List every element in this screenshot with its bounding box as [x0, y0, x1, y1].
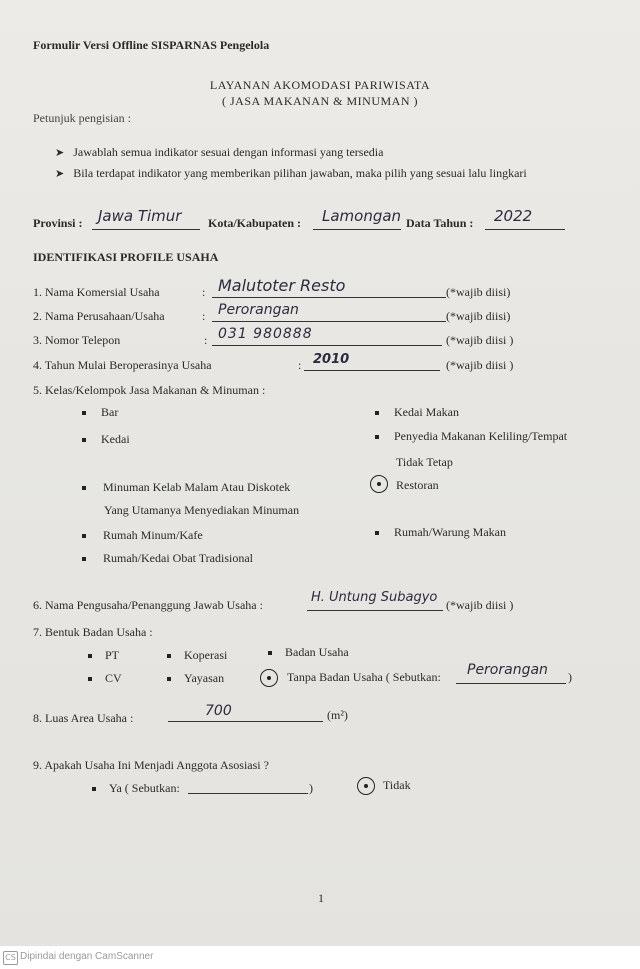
q4-label: 4. Tahun Mulai Beroperasinya Usaha	[33, 358, 212, 372]
selected-circle-icon	[357, 777, 375, 795]
q8-value[interactable]: 700	[205, 703, 232, 719]
q5-option-restoran[interactable]: Restoran	[396, 478, 439, 492]
arrow-icon: ➤	[55, 167, 65, 180]
q9-close-paren: )	[309, 781, 313, 795]
petunjuk-text: Bila terdapat indikator yang memberikan pilihan jawaban, maka pilih yang sesuai lalu lingkari	[73, 166, 527, 180]
q5-option-kelab-malam[interactable]	[82, 480, 290, 495]
q3-label: 3. Nomor Telepon	[33, 333, 121, 347]
q1-value[interactable]: Malutoter Resto	[218, 276, 346, 295]
q5-option-keliling[interactable]	[375, 429, 567, 444]
bullet-icon	[82, 438, 86, 442]
option-label: Badan Usaha	[285, 645, 349, 659]
q7-option-tanpa-badan[interactable]: Tanpa Badan Usaha ( Sebutkan:	[287, 670, 441, 684]
q6-value[interactable]: H. Untung Subagyo	[311, 590, 438, 605]
bullet-icon	[268, 651, 272, 655]
header-title: Formulir Versi Offline SISPARNAS Pengelola	[33, 38, 270, 52]
q7-tanpa-value[interactable]: Perorangan	[467, 662, 548, 678]
option-label: Rumah/Kedai Obat Tradisional	[103, 551, 253, 565]
q6-underline	[307, 610, 443, 611]
q1-label: 1. Nama Komersial Usaha	[33, 285, 160, 299]
option-label: Minuman Kelab Malam Atau Diskotek	[103, 480, 291, 494]
petunjuk-item	[55, 166, 527, 181]
q5-option-kedai-makan[interactable]	[375, 405, 459, 420]
option-label: Bar	[101, 405, 119, 419]
q8-label: 8. Luas Area Usaha :	[33, 711, 134, 725]
q4-wajib: (*wajib diisi )	[446, 358, 514, 372]
q9-option-tidak[interactable]: Tidak	[383, 778, 411, 792]
bullet-icon	[167, 677, 171, 681]
kota-underline	[313, 229, 401, 230]
q5-option-bar[interactable]	[82, 405, 118, 420]
bullet-icon	[92, 787, 96, 791]
q1-underline	[212, 297, 446, 298]
q9-ya-underline	[188, 793, 308, 794]
option-label: Kedai	[101, 432, 130, 446]
bullet-icon	[82, 486, 86, 490]
q3-underline	[212, 345, 442, 346]
q3-wajib: (*wajib diisi )	[446, 333, 514, 347]
q8-underline	[168, 721, 323, 722]
page-number: 1	[318, 891, 324, 905]
option-label: Rumah Minum/Kafe	[103, 528, 203, 542]
bullet-icon	[375, 531, 379, 535]
q6-label: 6. Nama Pengusaha/Penanggung Jawab Usaha :	[33, 598, 263, 612]
option-label: Penyedia Makanan Keliling/Tempat	[394, 429, 568, 443]
q9-option-ya[interactable]	[92, 781, 180, 796]
q9-label: 9. Apakah Usaha Ini Menjadi Anggota Asosiasi ?	[33, 758, 269, 772]
q5-option-kedai[interactable]	[82, 432, 130, 447]
q5-option-obat[interactable]	[82, 551, 253, 566]
main-title: LAYANAN AKOMODASI PARIWISATA	[209, 78, 431, 92]
q2-wajib: (*wajib diisi)	[446, 309, 511, 323]
bullet-icon	[375, 435, 379, 439]
q5-option-keliling-cont: Tidak Tetap	[396, 455, 453, 469]
q5-label: 5. Kelas/Kelompok Jasa Makanan & Minuman :	[33, 383, 266, 397]
q7-option-cv[interactable]	[88, 671, 122, 686]
bullet-icon	[82, 534, 86, 538]
option-label: Kedai Makan	[394, 405, 459, 419]
q7-option-yayasan[interactable]	[167, 671, 224, 686]
q5-option-kelab-malam-cont: Yang Utamanya Menyediakan Minuman	[104, 503, 300, 517]
q4-value[interactable]: 2010	[313, 352, 350, 367]
q4-colon: :	[298, 358, 302, 372]
option-label: PT	[105, 648, 120, 662]
arrow-icon: ➤	[55, 146, 65, 159]
footer-text: Dipindai dengan CamScanner	[20, 951, 154, 962]
tahun-value[interactable]: 2022	[494, 207, 533, 225]
q7-label: 7. Bentuk Badan Usaha :	[33, 625, 153, 639]
option-label: Koperasi	[184, 648, 228, 662]
camscanner-logo-icon: CS	[3, 951, 18, 965]
q5-option-kafe[interactable]	[82, 528, 203, 543]
q5-option-warung[interactable]	[375, 525, 506, 540]
petunjuk-text: Jawablah semua indikator sesuai dengan informasi yang tersedia	[73, 145, 384, 159]
q6-wajib: (*wajib diisi )	[446, 598, 514, 612]
provinsi-value[interactable]: Jawa Timur	[98, 207, 182, 225]
selected-circle-icon	[260, 669, 278, 687]
petunjuk-item	[55, 145, 383, 160]
tahun-underline	[485, 229, 565, 230]
petunjuk-label: Petunjuk pengisian :	[33, 111, 131, 125]
q7-option-koperasi[interactable]	[167, 648, 227, 663]
q3-colon: :	[204, 333, 208, 347]
q2-colon: :	[202, 309, 206, 323]
q3-value[interactable]: 031 980888	[218, 326, 313, 342]
bullet-icon	[82, 411, 86, 415]
bullet-icon	[167, 654, 171, 658]
q2-label: 2. Nama Perusahaan/Usaha	[33, 309, 165, 323]
sub-title: ( JASA MAKANAN & MINUMAN )	[221, 94, 418, 108]
q7-tanpa-underline	[456, 683, 566, 684]
option-label: Yayasan	[184, 671, 225, 685]
kota-value[interactable]: Lamongan	[322, 207, 402, 225]
provinsi-underline	[92, 229, 200, 230]
selected-circle-icon	[370, 475, 388, 493]
option-label: CV	[105, 671, 122, 685]
q7-option-pt[interactable]	[88, 648, 119, 663]
q2-underline	[212, 321, 446, 322]
option-label: Ya ( Sebutkan:	[109, 781, 180, 795]
q1-wajib: (*wajib diisi)	[446, 285, 511, 299]
kota-label: Kota/Kabupaten :	[208, 216, 302, 230]
q7-option-badan-usaha[interactable]	[268, 645, 349, 660]
q2-value[interactable]: Perorangan	[218, 302, 299, 318]
bullet-icon	[375, 411, 379, 415]
q8-unit: (m²)	[327, 708, 348, 722]
option-label: Rumah/Warung Makan	[394, 525, 507, 539]
bullet-icon	[82, 557, 86, 561]
bullet-icon	[88, 677, 92, 681]
bullet-icon	[88, 654, 92, 658]
provinsi-label: Provinsi :	[33, 216, 83, 230]
q7-close-paren: )	[568, 670, 572, 684]
q4-underline	[304, 370, 440, 371]
q1-colon: :	[202, 285, 206, 299]
section-title: IDENTIFIKASI PROFILE USAHA	[33, 250, 219, 264]
tahun-label: Data Tahun :	[406, 216, 474, 230]
